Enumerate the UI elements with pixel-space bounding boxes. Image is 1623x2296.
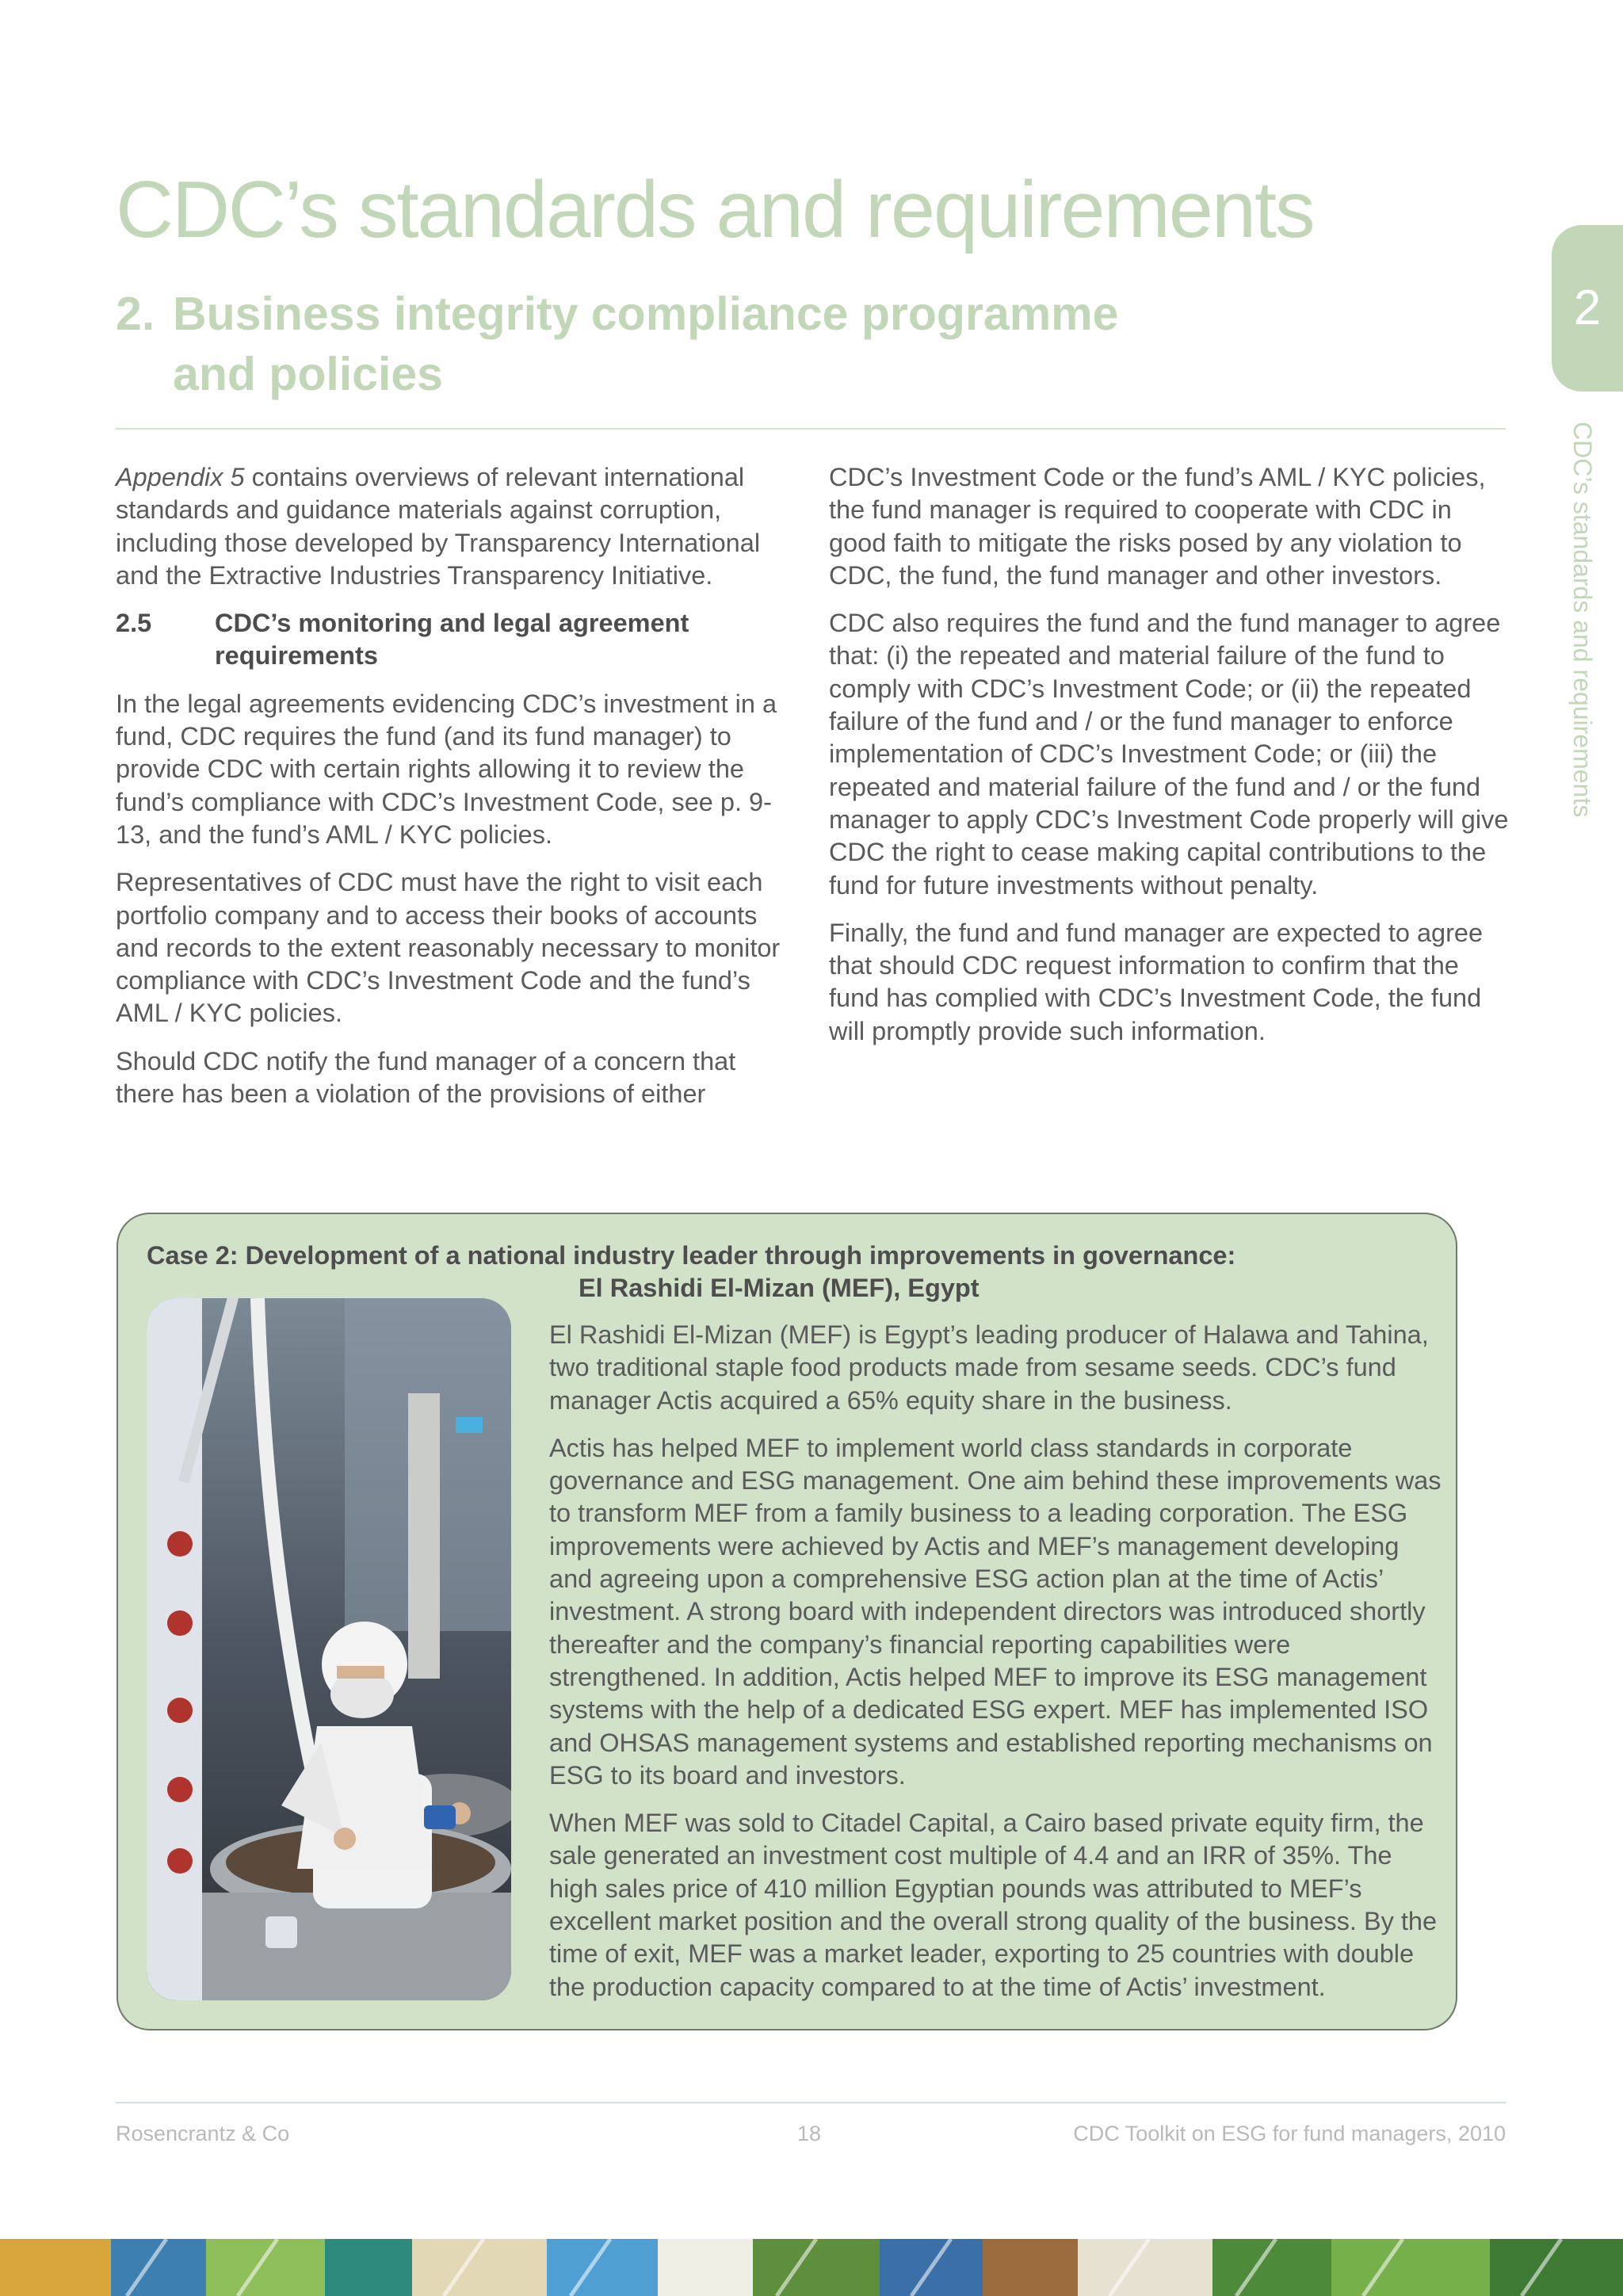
section-number: 2. bbox=[116, 288, 155, 340]
footer-publication: CDC Toolkit on ESG for fund managers, 2010 bbox=[1073, 2122, 1506, 2145]
case-paragraph-2: Actis has helped MEF to implement world class standards in corporate governance and ESG management. One aim behind these improvements was to transform MEF from a family business to a leading corporation. The ESG improvements were achieved by Actis and MEF’s management developing and agreeing upon a comprehensive ESG action plan at the time of Actis’ investment. A strong board with independent directors was introduced shortly thereafter and the company’s financial reporting capabilities were strengthened. In addition, Actis helped MEF to improve its ESG management systems with the help of a dedicated ESG expert. MEF has implemented ISO and OHSAS management systems and established reporting mechanisms on ESG to its board and investors. bbox=[549, 1433, 1442, 1790]
chapter-side-label: CDC’s standards and requirements bbox=[1568, 422, 1597, 818]
subsection-heading bbox=[116, 607, 797, 673]
header-divider bbox=[116, 428, 1506, 430]
intro-text: contains overviews of relevant international standards and guidance materials against corruption, including those developed by Transparency International and the Extractive Industries Transparency Initiative. bbox=[116, 463, 761, 590]
factory-worker-photo bbox=[147, 1298, 511, 2000]
right-paragraph-2: CDC also requires the fund and the fund manager to agree that: (i) the repeated and material failure of the fund to comply with CDC’s Investment Code; or (ii) the repeated failure of the fund and / or the fund manager to enforce implementation of CDC’s Investment Code; or (iii) the repeated and material failure of the fund and / or the fund manager to apply CDC’s Investment Code properly will give CDC the right to cease making capital contributions to the fund for future investments without penalty. bbox=[829, 609, 1509, 900]
left-paragraph-2: Representatives of CDC must have the right to visit each portfolio company and to access their books of accounts and records to the extent reasonably necessary to monitor compliance with CDC’s Investment Code and the fund’s AML / KYC policies. bbox=[116, 868, 781, 1028]
case-title-line1: Case 2: Development of a national industry leader through improvements in governance: bbox=[147, 1241, 1236, 1270]
appendix-reference: Appendix 5 bbox=[116, 463, 245, 491]
right-column bbox=[829, 461, 1510, 1063]
decorative-banner bbox=[0, 2239, 1623, 2296]
intro-paragraph bbox=[116, 461, 797, 592]
section-heading bbox=[116, 284, 1118, 404]
case-study-box bbox=[116, 1213, 1457, 2030]
page-number: 18 bbox=[797, 2122, 822, 2145]
section-title-line2: and policies bbox=[173, 348, 443, 400]
left-paragraph-3: Should CDC notify the fund manager of a concern that there has been a violation of the provisions of either bbox=[116, 1046, 736, 1109]
subsection-title: CDC’s monitoring and legal agreement requirements bbox=[215, 609, 689, 670]
factory-worker-illustration bbox=[147, 1298, 511, 2000]
case-paragraph-3: When MEF was sold to Citadel Capital, a Cairo based private equity firm, the sale generated an investment cost multiple of 4.4 and an IRR of 35%. The high sales price of 410 million Egyptian pounds was attributed to MEF’s excellent market position and the overall strong quality of the business. By the time of exit, MEF was a market leader, exporting to 25 countries with double the production capacity compared to at the time of Actis’ investment. bbox=[549, 1809, 1438, 2001]
right-paragraph-3: Finally, the fund and fund manager are expected to agree that should CDC request information to confirm that the fund has complied with CDC’s Investment Code, the fund will promptly provide such information. bbox=[829, 918, 1484, 1045]
case-title-line2: El Rashidi El-Mizan (MEF), Egypt bbox=[579, 1274, 980, 1303]
case-study-text bbox=[549, 1319, 1445, 2019]
page-title: CDC’s standards and requirements bbox=[116, 166, 1314, 254]
subsection-number: 2.5 bbox=[116, 609, 152, 638]
left-column bbox=[116, 461, 797, 1125]
footer-author: Rosencrantz & Co bbox=[116, 2122, 290, 2145]
section-title-line1: Business integrity compliance programme bbox=[173, 288, 1119, 340]
footer-divider bbox=[116, 2102, 1506, 2103]
left-paragraph-1: In the legal agreements evidencing CDC’s investment in a fund, CDC requires the fund (and its fund manager) to provide CDC with certain rights allowing it to review the fund’s compliance with CDC’s Investment Code, see p. 9-13, and the fund’s AML / KYC policies. bbox=[116, 689, 777, 849]
right-paragraph-1: CDC’s Investment Code or the fund’s AML / KYC policies, the fund manager is required to cooperate with CDC in good faith to mitigate the risks posed by any violation to CDC, the fund, the fund manager and other investors. bbox=[829, 463, 1486, 590]
case-paragraph-1: El Rashidi El-Mizan (MEF) is Egypt’s leading producer of Halawa and Tahina, two traditional staple food products made from sesame seeds. CDC’s fund manager Actis acquired a 65% equity share in the business. bbox=[549, 1320, 1429, 1415]
chapter-tab[interactable]: 2 bbox=[1552, 225, 1623, 392]
case-study-title bbox=[147, 1240, 1446, 1305]
